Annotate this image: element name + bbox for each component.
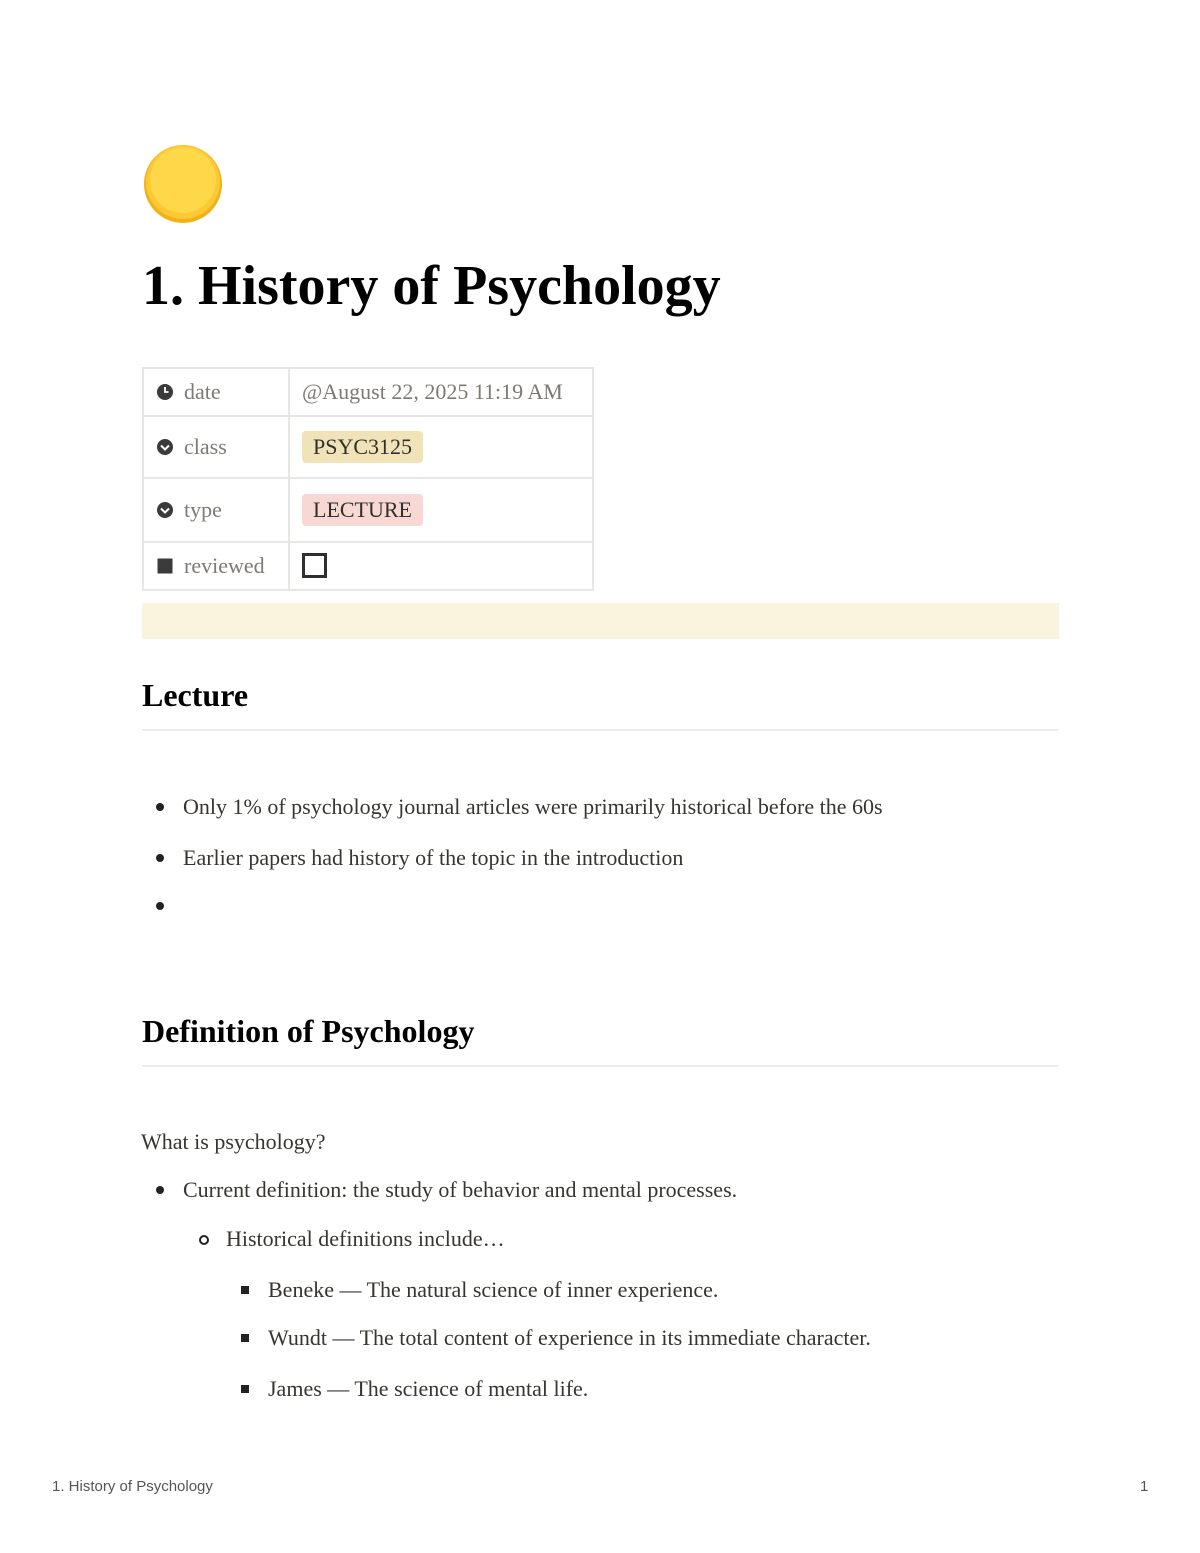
type-tag[interactable]: LECTURE <box>302 494 423 526</box>
yellow-circle-emoji-icon <box>143 144 223 224</box>
square-bullet-icon <box>241 1385 249 1393</box>
sub-sub-list-item: Beneke — The natural science of inner experience. <box>268 1277 719 1302</box>
date-value[interactable]: @August 22, 2025 11:19 AM <box>289 368 593 416</box>
square-bullet-icon <box>241 1334 249 1342</box>
property-row-type <box>143 478 593 542</box>
list-item: Earlier papers had history of the topic in the introduction <box>183 845 684 870</box>
clock-icon <box>156 383 174 401</box>
footer-page-number: 1 <box>1140 1478 1149 1495</box>
page-title: 1. History of Psychology <box>142 255 721 317</box>
sub-list-item: Historical definitions include… <box>226 1226 505 1251</box>
bullet-icon <box>156 1186 164 1194</box>
callout-block <box>142 603 1059 639</box>
bullet-icon <box>156 902 164 910</box>
square-bullet-icon <box>241 1286 249 1294</box>
property-label-reviewed: reviewed <box>184 553 265 578</box>
property-row-class <box>143 416 593 478</box>
class-tag[interactable]: PSYC3125 <box>302 431 423 463</box>
select-icon <box>156 438 174 456</box>
heading-lecture: Lecture <box>142 675 1059 731</box>
property-label-date: date <box>184 379 221 404</box>
property-label-class: class <box>184 434 227 459</box>
footer-title: 1. History of Psychology <box>52 1478 213 1495</box>
list-item: Only 1% of psychology journal articles were primarily historical before the 60s <box>183 794 883 819</box>
property-label-type: type <box>184 497 222 522</box>
heading-definition: Definition of Psychology <box>142 1011 1059 1067</box>
bullet-icon <box>156 803 164 811</box>
checkbox-property-icon <box>156 557 174 575</box>
property-row-reviewed <box>143 542 593 590</box>
sub-sub-list-item: Wundt — The total content of experience in its immediate character. <box>268 1325 871 1350</box>
sub-sub-list-item: James — The science of mental life. <box>268 1376 589 1401</box>
bullet-icon <box>156 854 164 862</box>
list-item: Current definition: the study of behavior and mental processes. <box>183 1177 738 1202</box>
reviewed-checkbox[interactable] <box>302 553 327 578</box>
intro-text: What is psychology? <box>141 1129 326 1154</box>
select-icon <box>156 501 174 519</box>
properties-table <box>142 367 594 591</box>
circle-bullet-icon <box>199 1235 209 1245</box>
property-row-date <box>143 368 593 416</box>
